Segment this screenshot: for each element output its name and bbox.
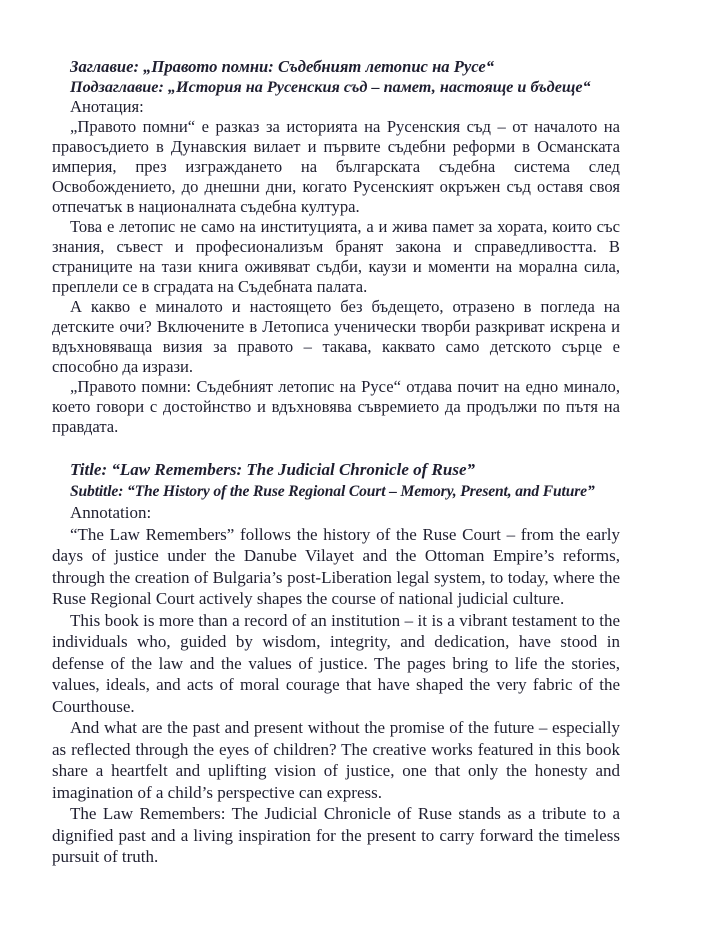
bulgarian-paragraph-4: „Правото помни: Съдебният летопис на Русе“ отдава почит на едно минало, което говори с достойнство и вдъхновява съвремието да продължи по пътя на правдата. (52, 377, 620, 436)
book-title-english: Title: “Law Remembers: The Judicial Chronicle of Ruse” (70, 460, 475, 479)
book-title-bulgarian: Заглавие: „Правото помни: Съдебният летопис на Русе“ (70, 57, 495, 76)
book-subtitle-english: Subtitle: “The History of the Ruse Regional Court – Memory, Present, and Future” (70, 482, 595, 500)
bulgarian-paragraph-1: „Правото помни“ е разказ за историята на Русенския съд – от началото на правосъдието в Дунавския вилает и първите съдебни реформи в Османската империя, през изграждането на българската съдебна система след Освобождението, до днешни дни, когато Русенският окръжен съд оставя своя отпечатък в националната съдебна култура. (52, 117, 620, 216)
annotation-label-bulgarian: Анотация: (70, 97, 144, 116)
english-annotation-section (52, 459, 620, 868)
bulgarian-paragraph-3: А какво е миналото и настоящето без бъдещето, отразено в погледа на детските очи? Включените в Летописа ученически творби разкриват искрена и вдъхновяваща визия за правото – такава, каквато само детското сърце е способно да изрази. (52, 297, 620, 376)
bulgarian-annotation-section (52, 57, 620, 437)
english-paragraph-4: The Law Remembers: The Judicial Chronicle of Ruse stands as a tribute to a dignified past and a living inspiration for the present to carry forward the timeless pursuit of truth. (52, 804, 620, 866)
bulgarian-paragraph-2: Това е летопис не само на институцията, а и жива памет за хората, които със знания, съвест и професионализъм бранят закона и справедливостта. В страниците на тази книга оживяват съдби, каузи и моменти на морална сила, преплели се в сградата на Съдебната палата. (52, 217, 620, 296)
english-paragraph-1: “The Law Remembers” follows the history of the Ruse Court – from the early days of justice under the Danube Vilayet and the Ottoman Empire’s reforms, through the creation of Bulgaria’s post-Liberation legal system, to today, where the Ruse Regional Court actively shapes the course of national judicial culture. (52, 524, 620, 608)
annotation-label-english: Annotation: (70, 503, 152, 522)
english-paragraph-3: And what are the past and present without the promise of the future – especially as reflected through the eyes of children? The creative works featured in this book share a heartfelt and uplifting vision of justice, one that only the honesty and imagination of a child’s perspective can express. (52, 718, 620, 802)
book-subtitle-bulgarian: Подзаглавие: „История на Русенския съд – памет, настояще и бъдеще“ (70, 78, 591, 96)
english-paragraph-2: This book is more than a record of an institution – it is a vibrant testament to the individuals who, guided by wisdom, integrity, and dedication, have stood in defense of the law and the values of justice. The pages bring to life the stories, values, ideals, and acts of moral courage that have shaped the very fabric of the Courthouse. (52, 610, 620, 716)
